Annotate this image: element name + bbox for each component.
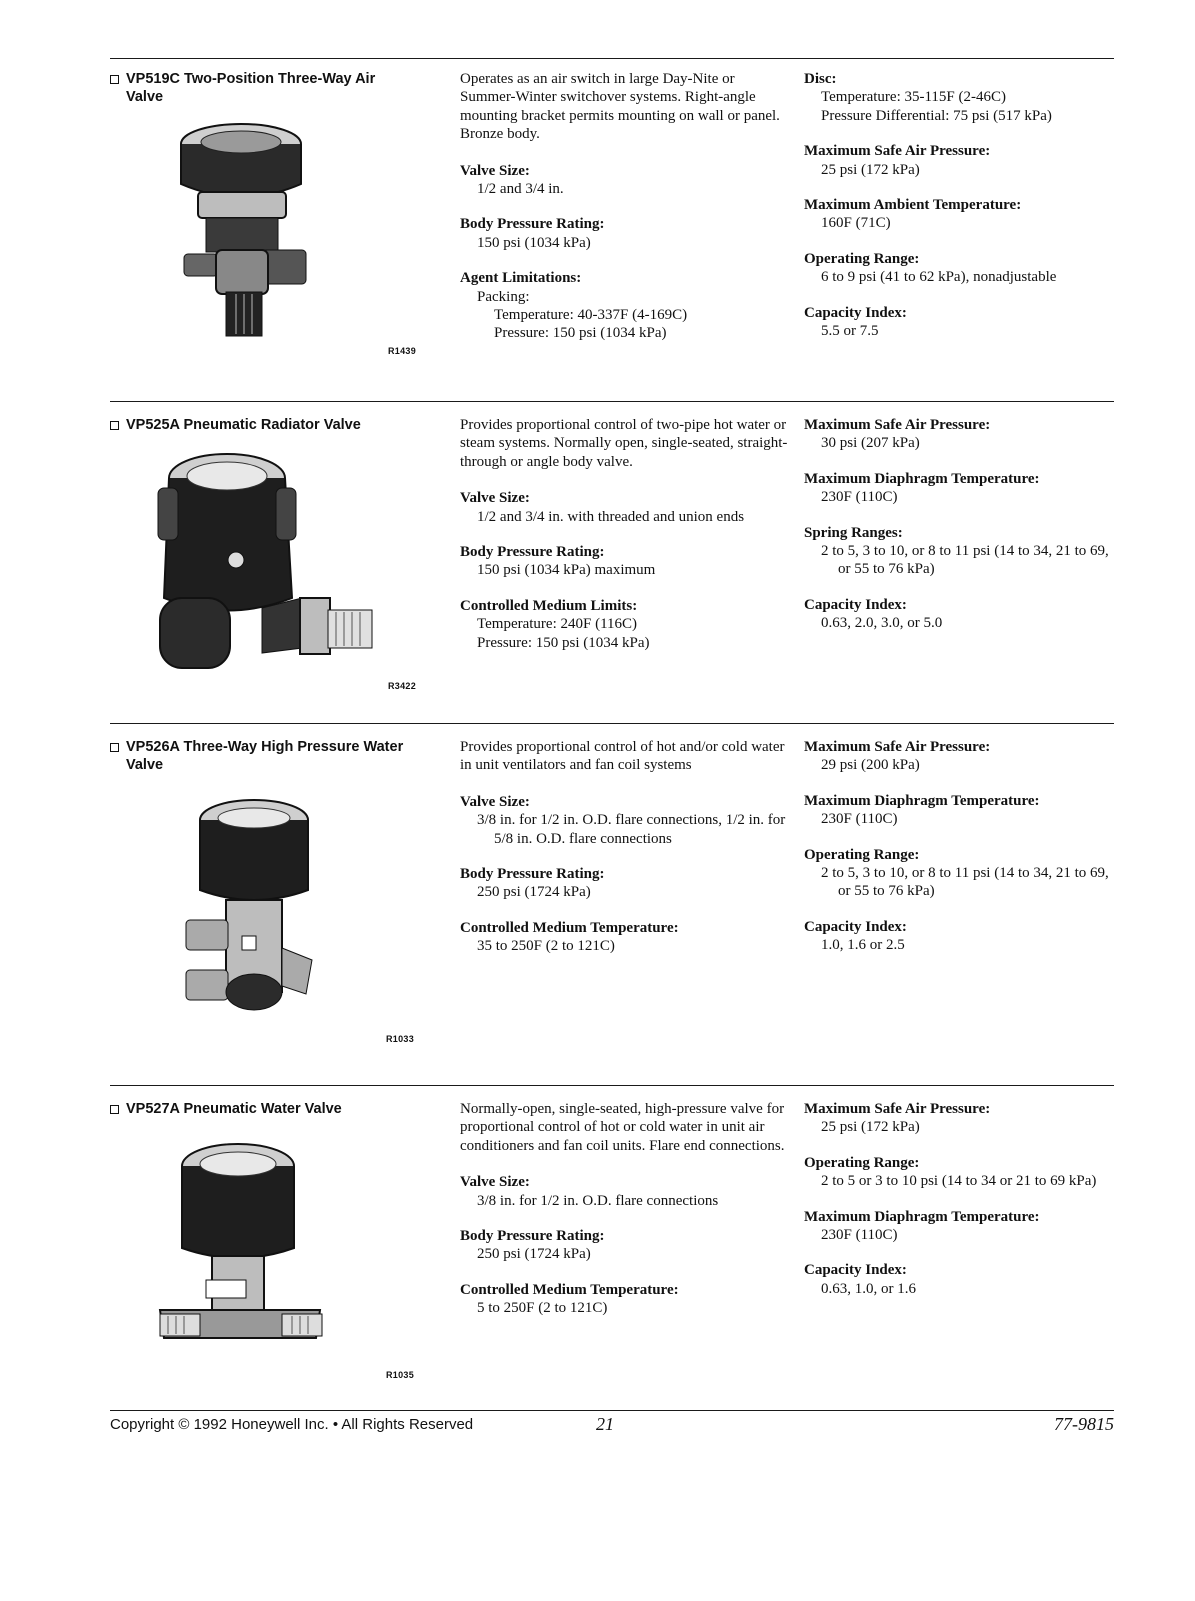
spec-max-safe-air-pressure: Maximum Safe Air Pressure: 30 psi (207 kPa)	[804, 417, 991, 452]
spec-capacity-index: Capacity Index: 0.63, 1.0, or 1.6	[804, 1262, 916, 1297]
spec-spring-ranges: Spring Ranges: 2 to 5, 3 to 10, or 8 to 11 psi (14 to 34, 21 to 69, or 55 to 76 kPa)	[804, 524, 1109, 578]
product-heading-column	[110, 1100, 430, 1118]
spec-max-diaphragm-temperature: Maximum Diaphragm Temperature: 230F (110C)	[804, 470, 1040, 506]
valve-photo	[152, 448, 377, 673]
product-heading-column	[110, 70, 430, 106]
checkbox-icon	[110, 1105, 119, 1114]
product-description: Provides proportional control of hot and/or cold water in unit ventilators and fan coil systems	[460, 739, 785, 774]
product-vp525a	[110, 416, 1114, 696]
spec-capacity-index: Capacity Index: 0.63, 2.0, 3.0, or 5.0	[804, 596, 943, 632]
product-description-column	[460, 738, 790, 973]
product-title: VP519C Two-Position Three-Way Air Valve	[110, 70, 430, 106]
spec-max-ambient-temperature: Maximum Ambient Temperature: 160F (71C)	[804, 197, 1022, 232]
checkbox-icon	[110, 743, 119, 752]
product-specs-column	[804, 70, 1114, 357]
page-footer	[110, 1416, 1114, 1438]
spec-operating-range: Operating Range: 2 to 5 or 3 to 10 psi (14 to 34 or 21 to 69 kPa)	[804, 1154, 1097, 1190]
spec-capacity-index: Capacity Index: 1.0, 1.6 or 2.5	[804, 918, 907, 954]
checkbox-icon	[110, 75, 119, 84]
spec-body-pressure-rating: Body Pressure Rating: 150 psi (1034 kPa)	[460, 216, 605, 251]
product-description: Normally-open, single-seated, high-pressure valve for proportional control of hot or cold water in unit air conditioners and fan coil units. Flare end connections.	[460, 1101, 785, 1154]
product-description-column	[460, 70, 790, 360]
spec-controlled-medium-temperature: Controlled Medium Temperature: 5 to 250F (2 to 121C)	[460, 1281, 679, 1317]
page-number: 21	[596, 1414, 614, 1434]
spec-operating-range: Operating Range: 2 to 5, 3 to 10, or 8 to 11 psi (14 to 34, 21 to 69, or 55 to 76 kPa)	[804, 846, 1109, 900]
product-vp526a	[110, 738, 1114, 1068]
valve-photo	[156, 1142, 326, 1357]
spec-max-safe-air-pressure: Maximum Safe Air Pressure: 25 psi (172 kPa)	[804, 1101, 991, 1136]
spec-max-safe-air-pressure: Maximum Safe Air Pressure: 25 psi (172 kPa)	[804, 143, 991, 178]
product-specs-column	[804, 738, 1114, 972]
spec-controlled-medium-temperature: Controlled Medium Temperature: 35 to 250F (2 to 121C)	[460, 919, 679, 955]
checkbox-icon	[110, 421, 119, 430]
document-number: 77-9815	[1054, 1414, 1114, 1434]
product-title: VP525A Pneumatic Radiator Valve	[110, 416, 430, 434]
figure-reference: R1035	[386, 1370, 415, 1380]
spec-valve-size: Valve Size: 1/2 and 3/4 in.	[460, 162, 564, 198]
spec-body-pressure-rating: Body Pressure Rating: 250 psi (1724 kPa)	[460, 866, 605, 901]
spec-body-pressure-rating: Body Pressure Rating: 150 psi (1034 kPa) maximum	[460, 544, 656, 579]
spec-valve-size: Valve Size: 3/8 in. for 1/2 in. O.D. flare connections	[460, 1174, 719, 1209]
product-vp519c	[110, 70, 1114, 370]
figure-reference: R1439	[388, 346, 417, 356]
figure-reference: R1033	[386, 1034, 415, 1044]
product-title: VP527A Pneumatic Water Valve	[110, 1100, 430, 1118]
product-description: Provides proportional control of two-pipe hot water or steam systems. Normally open, single-seated, straight-through or angle body valve.	[460, 417, 788, 470]
spec-max-diaphragm-temperature: Maximum Diaphragm Temperature: 230F (110C)	[804, 1208, 1040, 1244]
section-divider	[110, 1085, 1114, 1086]
product-description: Operates as an air switch in large Day-Nite or Summer-Winter switchover systems. Right-angle mounting bracket permits mounting on wall or panel. Bronze body.	[460, 71, 780, 143]
spec-controlled-medium-limits: Controlled Medium Limits: Temperature: 240F (116C) Pressure: 150 psi (1034 kPa)	[460, 597, 650, 651]
product-vp527a	[110, 1100, 1114, 1390]
copyright-notice: Copyright © 1992 Honeywell Inc. • All Rights Reserved	[110, 1416, 474, 1433]
section-divider	[110, 401, 1114, 402]
spec-disc: Disc: Temperature: 35-115F (2-46C) Pressure Differential: 75 psi (517 kPa)	[804, 71, 1052, 124]
product-specs-column	[804, 416, 1114, 650]
product-title: VP526A Three-Way High Pressure Water Valve	[110, 738, 430, 774]
product-heading-column	[110, 738, 430, 774]
spec-body-pressure-rating: Body Pressure Rating: 250 psi (1724 kPa)	[460, 1228, 605, 1263]
spec-valve-size: Valve Size: 1/2 and 3/4 in. with threaded and union ends	[460, 490, 745, 525]
spec-capacity-index: Capacity Index: 5.5 or 7.5	[804, 304, 907, 340]
valve-photo	[182, 798, 322, 1023]
product-description-column	[460, 416, 790, 669]
spec-max-safe-air-pressure: Maximum Safe Air Pressure: 29 psi (200 kPa)	[804, 739, 991, 774]
section-divider	[110, 58, 1114, 59]
figure-reference: R3422	[388, 681, 417, 691]
product-description-column	[460, 1100, 790, 1335]
product-specs-column	[804, 1100, 1114, 1315]
product-heading-column	[110, 416, 430, 434]
spec-max-diaphragm-temperature: Maximum Diaphragm Temperature: 230F (110C)	[804, 792, 1040, 828]
spec-agent-limitations: Agent Limitations: Packing: Temperature: 40-337F (4-169C) Pressure: 150 psi (1034 kPa)	[460, 270, 688, 342]
spec-operating-range: Operating Range: 6 to 9 psi (41 to 62 kPa), nonadjustable	[804, 250, 1057, 286]
footer-divider	[110, 1410, 1114, 1411]
section-divider	[110, 723, 1114, 724]
valve-photo	[166, 122, 326, 337]
spec-valve-size: Valve Size: 3/8 in. for 1/2 in. O.D. flare connections, 1/2 in. for 5/8 in. O.D. flare connections	[460, 793, 786, 847]
